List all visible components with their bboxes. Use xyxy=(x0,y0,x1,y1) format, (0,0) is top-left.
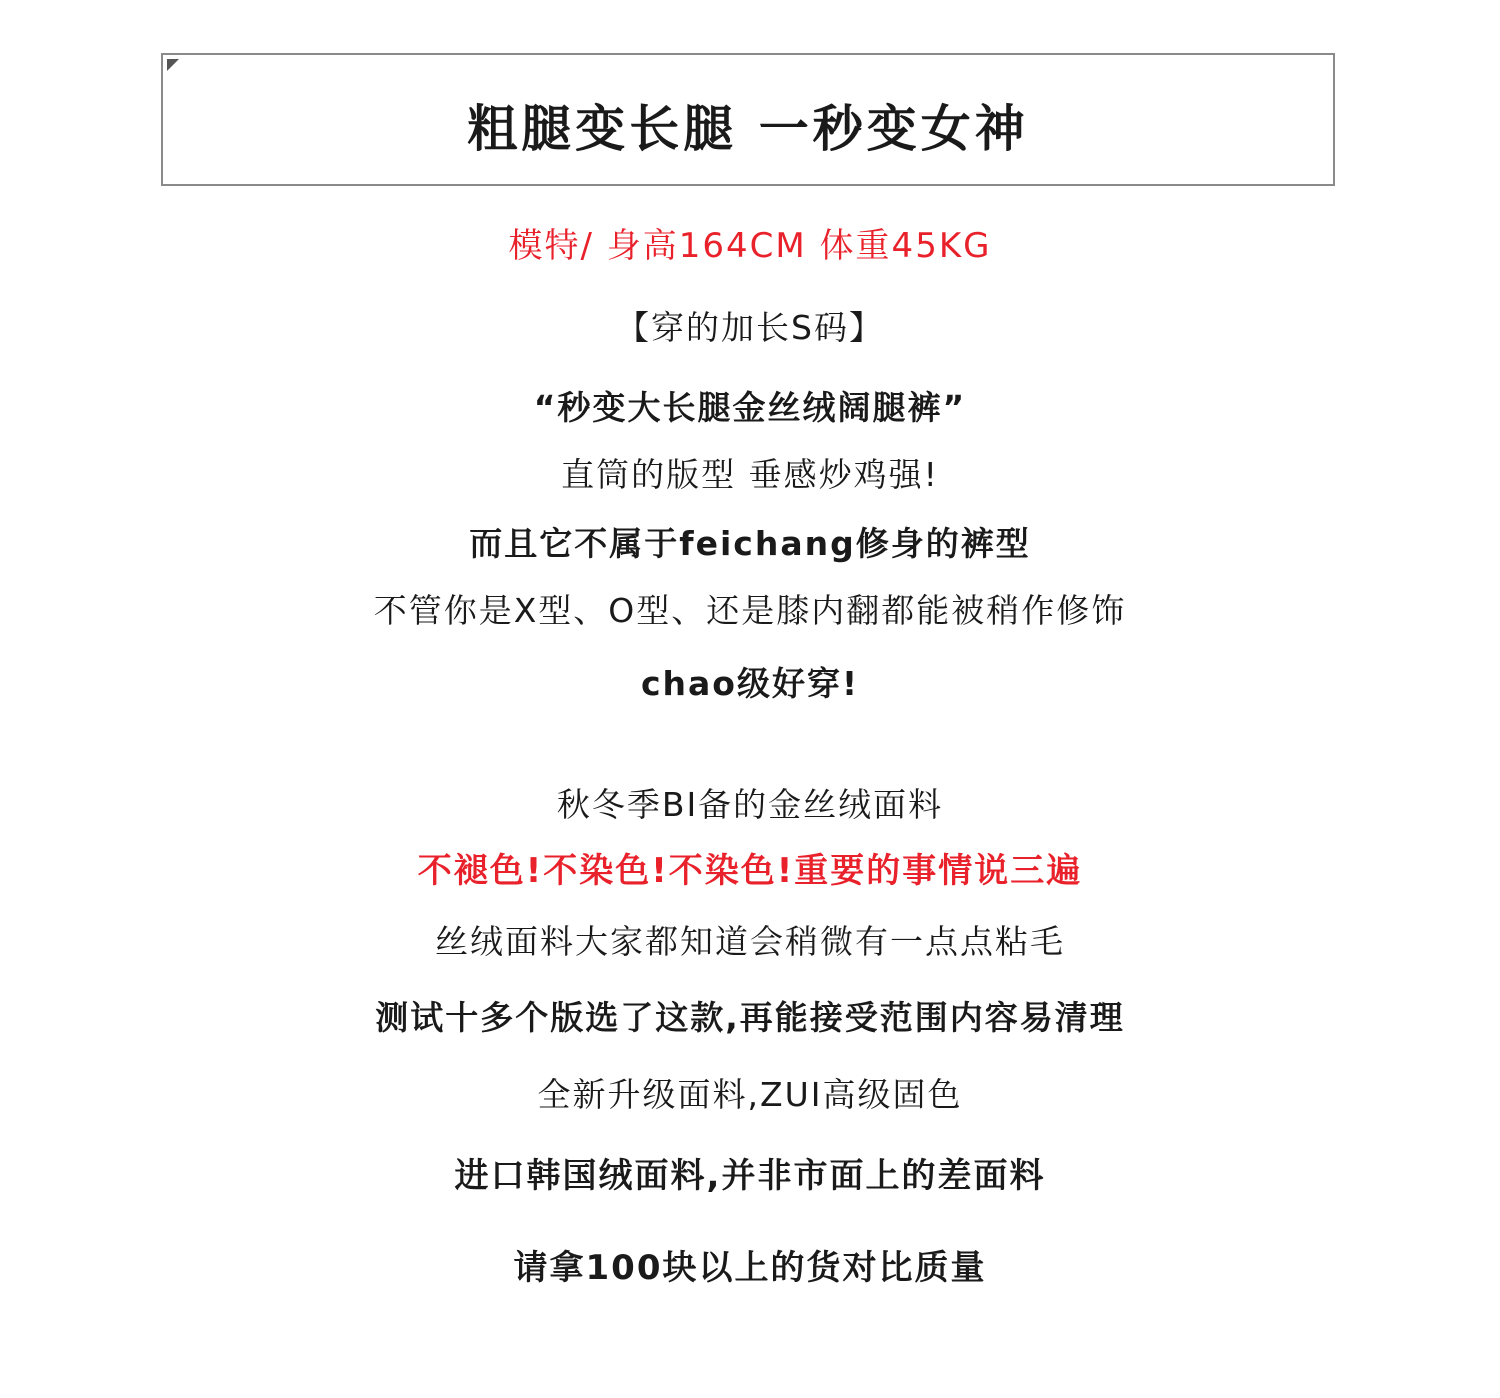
text-line-2: 而且它不属于feichang修身的裤型 xyxy=(469,524,1031,563)
size-note: 【穿的加长S码】 xyxy=(616,308,884,347)
headline: “秒变大长腿金丝绒阔腿裤” xyxy=(533,388,967,427)
text-line-8: 测试十多个版选了这款,再能接受范围内容易清理 xyxy=(375,998,1125,1037)
corner-triangle-icon xyxy=(167,59,179,71)
text-line-7: 丝绒面料大家都知道会稍微有一点点粘毛 xyxy=(435,922,1065,961)
text-line-3: 不管你是X型、O型、还是膝内翻都能被稍作修饰 xyxy=(373,591,1127,630)
text-line-10: 进口韩国绒面料,并非市面上的差面料 xyxy=(454,1156,1046,1196)
model-info: 模特/ 身高164CM 体重45KG xyxy=(508,226,992,266)
text-line-5: 秋冬季BI备的金丝绒面料 xyxy=(556,785,944,824)
text-line-9: 全新升级面料,ZUI高级固色 xyxy=(537,1075,963,1114)
text-line-1: 直筒的版型 垂感炒鸡强! xyxy=(561,455,939,494)
text-line-4: chao级好穿! xyxy=(640,664,860,703)
page-title: 粗腿变长腿 一秒变女神 xyxy=(467,99,1029,158)
text-line-11: 请拿100块以上的货对比质量 xyxy=(513,1248,987,1288)
title-banner xyxy=(161,53,1335,186)
text-line-6-highlight: 不褪色!不染色!不染色!重要的事情说三遍 xyxy=(417,851,1083,891)
